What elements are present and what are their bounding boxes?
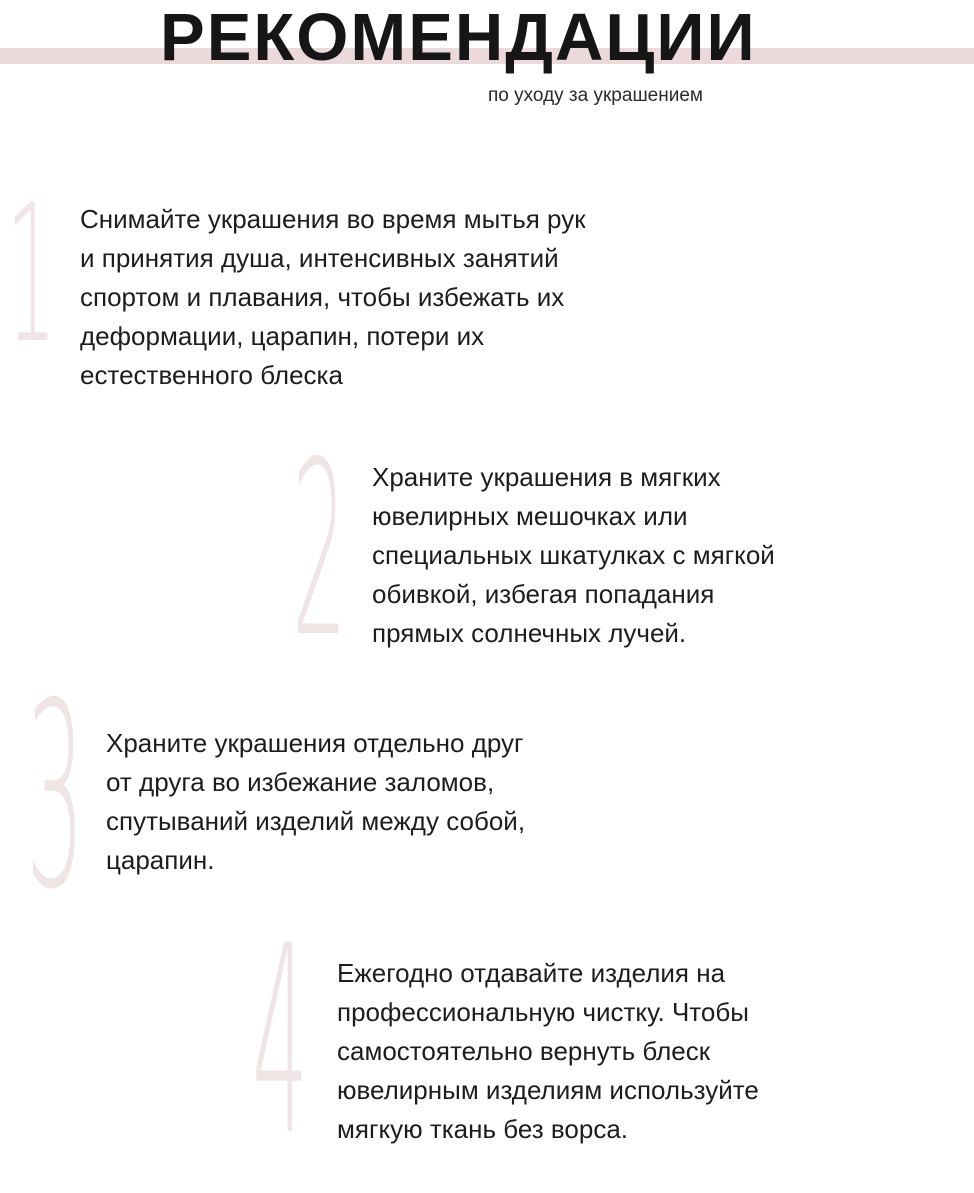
tip-2-line: Храните украшения в мягких (372, 462, 721, 492)
tip-4-line: Ежегодно отдавайте изделия на (337, 958, 726, 988)
tip-number-1: 1 (6, 164, 57, 385)
page-title: РЕКОМЕНДАЦИИ (160, 0, 757, 75)
tip-4-line: ювелирным изделиям используйте (337, 1075, 759, 1105)
page-subtitle: по уходу за украшением (488, 85, 703, 106)
tip-2-line: обивкой, избегая попадания (372, 579, 715, 609)
tip-2-line: специальных шкатулках с мягкой (372, 540, 775, 570)
tip-1-line: и принятия душа, интенсивных занятий (80, 243, 559, 273)
tip-1-line: Снимайте украшения во время мытья рук (80, 204, 586, 234)
tip-3 (106, 724, 525, 880)
tip-3-line: спутываний изделий между собой, (106, 806, 526, 836)
tip-1-line: спортом и плавания, чтобы избежать их (80, 282, 565, 312)
tip-number-3: 3 (26, 649, 85, 946)
tip-3-line: Храните украшения отдельно друг (106, 728, 524, 758)
tip-1 (80, 200, 586, 395)
tip-3-line: от друга во избежание заломов, (106, 767, 495, 797)
tip-4-line: мягкую ткань без ворса. (337, 1114, 629, 1144)
tip-1-line: деформации, царапин, потери их (80, 321, 485, 351)
tip-2-line: ювелирных мешочках или (372, 501, 688, 531)
tip-4-line: самостоятельно вернуть блеск (337, 1036, 711, 1066)
tip-number-2: 2 (292, 410, 347, 690)
tip-number-4: 4 (252, 891, 309, 1193)
tip-2 (372, 458, 775, 653)
tip-2-line: прямых солнечных лучей. (372, 618, 687, 648)
tip-4 (337, 954, 759, 1149)
tip-1-line: естественного блеска (80, 360, 343, 390)
tip-4-line: профессиональную чистку. Чтобы (337, 997, 749, 1027)
tip-3-line: царапин. (106, 845, 215, 875)
